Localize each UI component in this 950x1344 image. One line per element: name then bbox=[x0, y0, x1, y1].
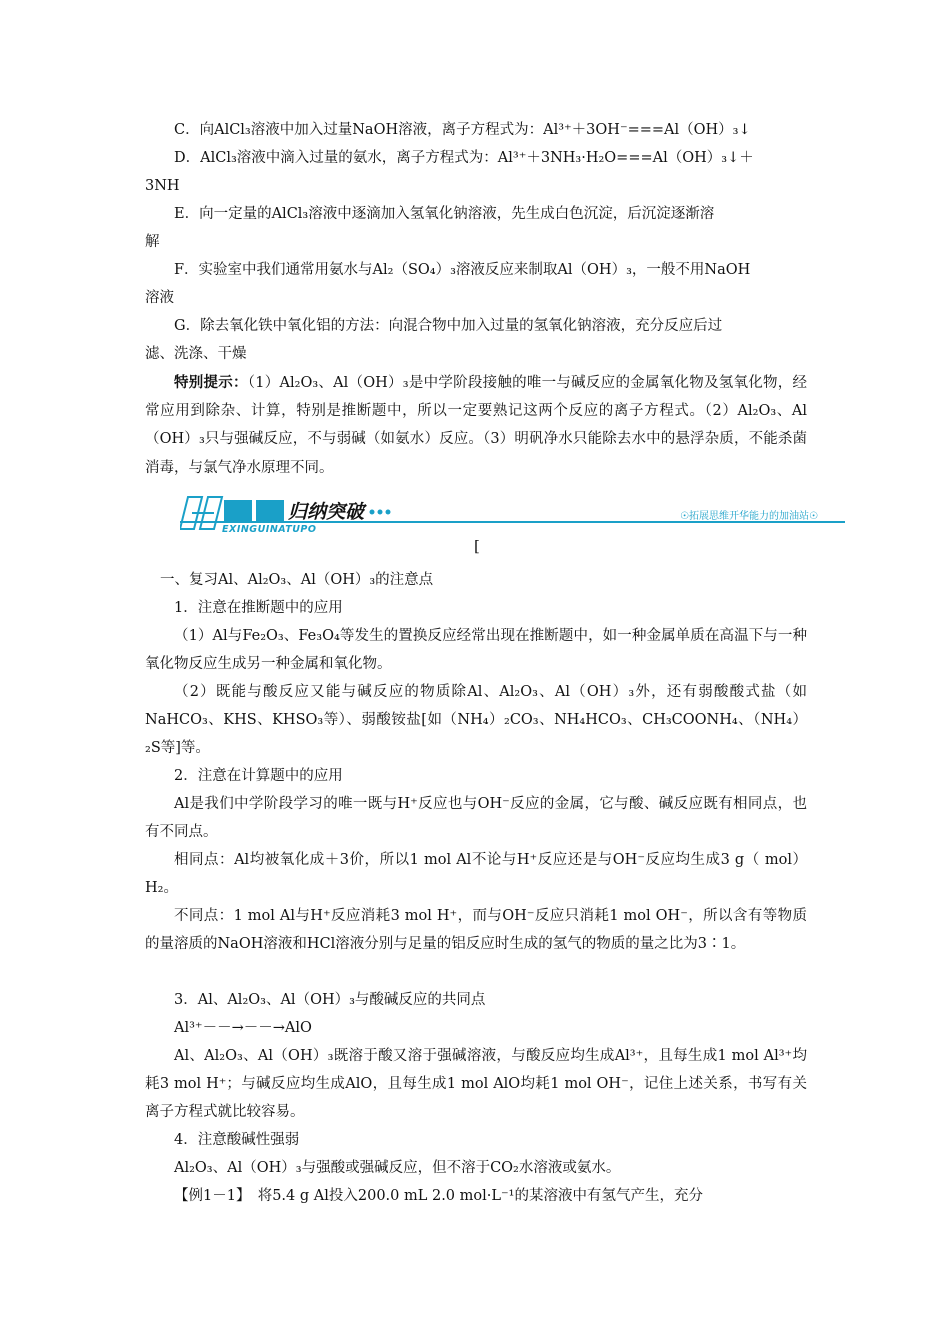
point-2-b: 相同点：Al均被氧化成＋3价，所以1 mol Al不论与H⁺反应还是与OH⁻反应均生成3 g（ mol）H₂。 bbox=[145, 852, 807, 897]
example-1-1: 【例1－1】 将5.4 g Al投入200.0 mL 2.0 mol·L⁻¹的某溶液中有氢气产生，充分 bbox=[174, 1188, 703, 1204]
option-f: F．实验室中我们通常用氨水与Al₂（SO₄）₃溶液反应来制取Al（OH）₃，一般不用NaOH bbox=[174, 262, 751, 278]
tip-text: （1）Al₂O₃、Al（OH）₃是中学阶段接触的唯一与碱反应的金属氧化物及氢氧化物，经常应用到除杂、计算，特别是推断题中，所以一定要熟记这两个反应的离子方程式。（2）Al₂O₃、Al（OH）₃只与强碱反应，不与弱碱（如氨水）反应。（3）明矾净水只能除去水中的悬浮杂质，不能杀菌消毒，与氯气净水原理不同。 bbox=[145, 375, 807, 476]
option-f-cont: 溶液 bbox=[145, 290, 174, 306]
banner-dot bbox=[378, 510, 383, 515]
banner-dot bbox=[370, 510, 375, 515]
point-1-b: （2）既能与酸反应又能与碱反应的物质除Al、Al₂O₃、Al（OH）₃外，还有弱酸酸式盐（如NaHCO₃、KHS、KHSO₃等）、弱酸铵盐[如（NH₄）₂CO₃、NH₄HCO₃、CH₃COONH₄、（NH₄）₂S等]等。 bbox=[145, 684, 807, 757]
banner-slogan: ☉拓展思维开华能力的加油站☉ bbox=[680, 511, 818, 522]
point-2-c: 不同点：1 mol Al与H⁺反应消耗3 mol H⁺，而与OH⁻反应只消耗1 mol OH⁻，所以含有等物质的量溶质的NaOH溶液和HCl溶液分别与足量的铝反应时生成的氢气的物质的量之比为3∶1。 bbox=[145, 908, 807, 953]
point-3-title: 3．Al、Al₂O₃、Al（OH）₃与酸碱反应的共同点 bbox=[174, 992, 486, 1008]
point-1-a: （1）Al与Fe₂O₃、Fe₃O₄等发生的置换反应经常出现在推断题中，如一种金属单质在高温下与一种氧化物反应生成另一种金属和氧化物。 bbox=[145, 628, 807, 673]
banner-title: 归纳突破 bbox=[288, 501, 365, 523]
h-logo-icon bbox=[180, 497, 222, 529]
banner-pinyin: EXINGUINATUPO bbox=[222, 524, 317, 535]
point-4-a: Al₂O₃、Al（OH）₃与强酸或强碱反应，但不溶于CO₂水溶液或氨水。 bbox=[174, 1160, 621, 1176]
bracket-mark: [ bbox=[474, 537, 480, 555]
point-3-arrow: Al³⁺－－→－－→AlO bbox=[174, 1020, 312, 1036]
option-d: D．AlCl₃溶液中滴入过量的氨水，离子方程式为：Al³⁺＋3NH₃·H₂O===Al（OH）₃↓＋ bbox=[174, 150, 754, 166]
option-d-cont: 3NH bbox=[145, 178, 180, 194]
tip-label: 特别提示： bbox=[174, 374, 248, 391]
option-g: G．除去氧化铁中氧化铝的方法：向混合物中加入过量的氢氧化钠溶液，充分反应后过 bbox=[174, 318, 723, 334]
option-c: C．向AlCl₃溶液中加入过量NaOH溶液，离子方程式为：Al³⁺＋3OH⁻===Al（OH）₃↓ bbox=[174, 122, 751, 138]
point-2-title: 2．注意在计算题中的应用 bbox=[174, 768, 343, 784]
point-2-a: Al是我们中学阶段学习的唯一既与H⁺反应也与OH⁻反应的金属，它与酸、碱反应既有相同点，也有不同点。 bbox=[145, 796, 807, 841]
option-e: E．向一定量的AlCl₃溶液中逐滴加入氢氧化钠溶液，先生成白色沉淀，后沉淀逐渐溶 bbox=[174, 206, 715, 222]
banner-dot bbox=[386, 510, 391, 515]
option-g-cont: 滤、洗涤、干燥 bbox=[145, 346, 247, 362]
point-3-a: Al、Al₂O₃、Al（OH）₃既溶于酸又溶于强碱溶液，与酸反应均生成Al³⁺，且每生成1 mol Al³⁺均耗3 mol H⁺；与碱反应均生成AlO，且每生成1 mol AlO均耗1 mol OH⁻，记住上述关系，书写有关离子方程式就比较容易。 bbox=[145, 1048, 807, 1121]
banner-block-1 bbox=[224, 500, 252, 522]
option-e-cont: 解 bbox=[145, 234, 160, 250]
banner-block-2 bbox=[256, 500, 284, 522]
point-1-title: 1．注意在推断题中的应用 bbox=[174, 600, 343, 616]
special-tip bbox=[145, 369, 807, 482]
section-heading: 一、复习Al、Al₂O₃、Al（OH）₃的注意点 bbox=[160, 572, 434, 588]
point-4-title: 4．注意酸碱性强弱 bbox=[174, 1132, 300, 1148]
section-banner bbox=[180, 491, 850, 539]
